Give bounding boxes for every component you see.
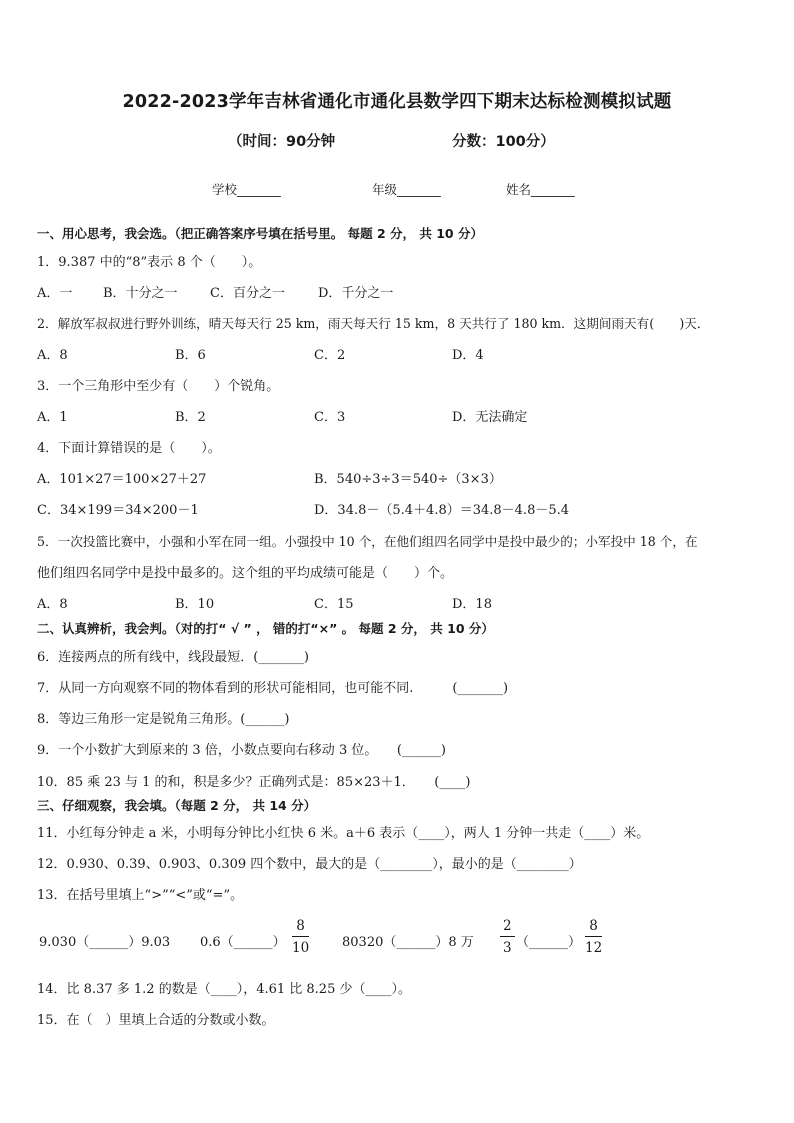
section3-heading: 三、仔细观察，我会填。（每题 2 分， 共 14 分） — [37, 798, 317, 813]
fraction-denominator: 12 — [585, 940, 603, 956]
exam-time: （时间：90分钟 — [228, 134, 336, 150]
school-field: 学校_______ — [212, 182, 281, 197]
q5-option-a: A．8 — [37, 597, 68, 612]
fraction-numerator: 2 — [500, 918, 515, 937]
q2-option-d: D．4 — [452, 348, 484, 363]
question-6: 6．连接两点的所有线中，线段最短．(_______) — [37, 650, 309, 665]
question-2: 2．解放军叔叔进行野外训练，晴天每天行 25 km，雨天每天行 15 km，8 天共行了 180 km．这期间雨天有( )天． — [37, 316, 710, 331]
section2-heading: 二、认真辨析，我会判。（对的打“ √ ” ， 错的打“×” 。 每题 2 分， 共 10 分） — [37, 621, 494, 636]
q5-option-d: D．18 — [452, 597, 492, 612]
compare-d: （______） — [516, 935, 582, 950]
q2-option-a: A．8 — [37, 348, 68, 363]
question-7: 7．从同一方向观察不同的物体看到的形状可能相同，也可能不同. (_______) — [37, 681, 509, 696]
fraction-denominator: 3 — [503, 940, 512, 956]
fraction-denominator: 10 — [292, 940, 310, 956]
q1-option-d: D．千分之一 — [318, 286, 394, 301]
question-9: 9．一个小数扩大到原来的 3 倍，小数点要向右移动 3 位。 (______) — [37, 743, 446, 758]
q4-option-c: C．34×199＝34×200－1 — [37, 503, 199, 518]
q3-option-d: D．无法确定 — [452, 410, 528, 425]
fraction-numerator: 8 — [292, 918, 309, 937]
q1-option-a: A．一 — [37, 286, 73, 301]
question-1: 1．9.387 中的“8”表示 8 个（ ）。 — [37, 255, 262, 270]
q3-option-b: B．2 — [175, 410, 206, 425]
q3-option-c: C．3 — [314, 410, 346, 425]
exam-title: 2022-2023学年吉林省通化市通化县数学四下期末达标检测模拟试题 — [122, 92, 672, 112]
q2-option-b: B．6 — [175, 348, 206, 363]
q4-option-b: B．540÷3÷3＝540÷（3×3） — [314, 472, 502, 487]
fraction-2-3 — [500, 918, 515, 956]
section1-heading: 一、用心思考，我会选。（把正确答案序号填在括号里。 每题 2 分， 共 10 分） — [37, 226, 483, 241]
q1-option-b: B．十分之一 — [103, 286, 178, 301]
question-5-line2: 他们组四名同学中是投中最多的。这个组的平均成绩可能是（ ）个。 — [37, 566, 454, 581]
question-4: 4．下面计算错误的是（ ）。 — [37, 441, 221, 456]
question-3: 3．一个三角形中至少有（ ）个锐角。 — [37, 379, 280, 394]
q5-option-b: B．10 — [175, 597, 215, 612]
question-11: 11．小红每分钟走 a 米，小明每分钟比小红快 6 米。a＋6 表示（____），两人 1 分钟一共走（____）米。 — [37, 826, 650, 841]
exam-score: 分数：100分） — [452, 134, 555, 150]
question-15: 15．在（ ）里填上合适的分数或小数。 — [37, 1013, 275, 1028]
q2-option-c: C．2 — [314, 348, 346, 363]
fraction-numerator: 8 — [585, 918, 602, 937]
name-field: 姓名_______ — [506, 182, 575, 197]
q4-option-a: A．101×27＝100×27＋27 — [37, 472, 207, 487]
question-12: 12．0.930、0.39、0.903、0.309 四个数中，最大的是（________），最小的是（________） — [37, 857, 582, 872]
question-10: 10．85 乘 23 与 1 的和，积是多少？正确列式是：85×23＋1． (____) — [37, 775, 471, 790]
question-14: 14．比 8.37 多 1.2 的数是（____），4.61 比 8.25 少（____）。 — [37, 982, 411, 997]
fraction-8-10 — [292, 918, 309, 956]
compare-c: 80320（______）8 万 — [342, 935, 474, 950]
grade-field: 年级_______ — [372, 182, 441, 197]
q5-option-c: C．15 — [314, 597, 354, 612]
q4-option-d: D．34.8－（5.4＋4.8）＝34.8－4.8－5.4 — [314, 503, 570, 518]
q1-option-c: C．百分之一 — [210, 286, 285, 301]
fraction-8-12 — [585, 918, 602, 956]
compare-b: 0.6（______） — [200, 935, 286, 950]
question-5: 5．一次投篮比赛中，小强和小军在同一组。小强投中 10 个，在他们组四名同学中是投中最少的；小军投中 18 个，在 — [37, 534, 698, 549]
question-8: 8．等边三角形一定是锐角三角形。(______) — [37, 712, 290, 727]
compare-a: 9.030（______）9.03 — [39, 935, 171, 950]
q3-option-a: A．1 — [37, 410, 68, 425]
question-13: 13．在括号里填上“>”“<”或“=”。 — [37, 888, 244, 903]
